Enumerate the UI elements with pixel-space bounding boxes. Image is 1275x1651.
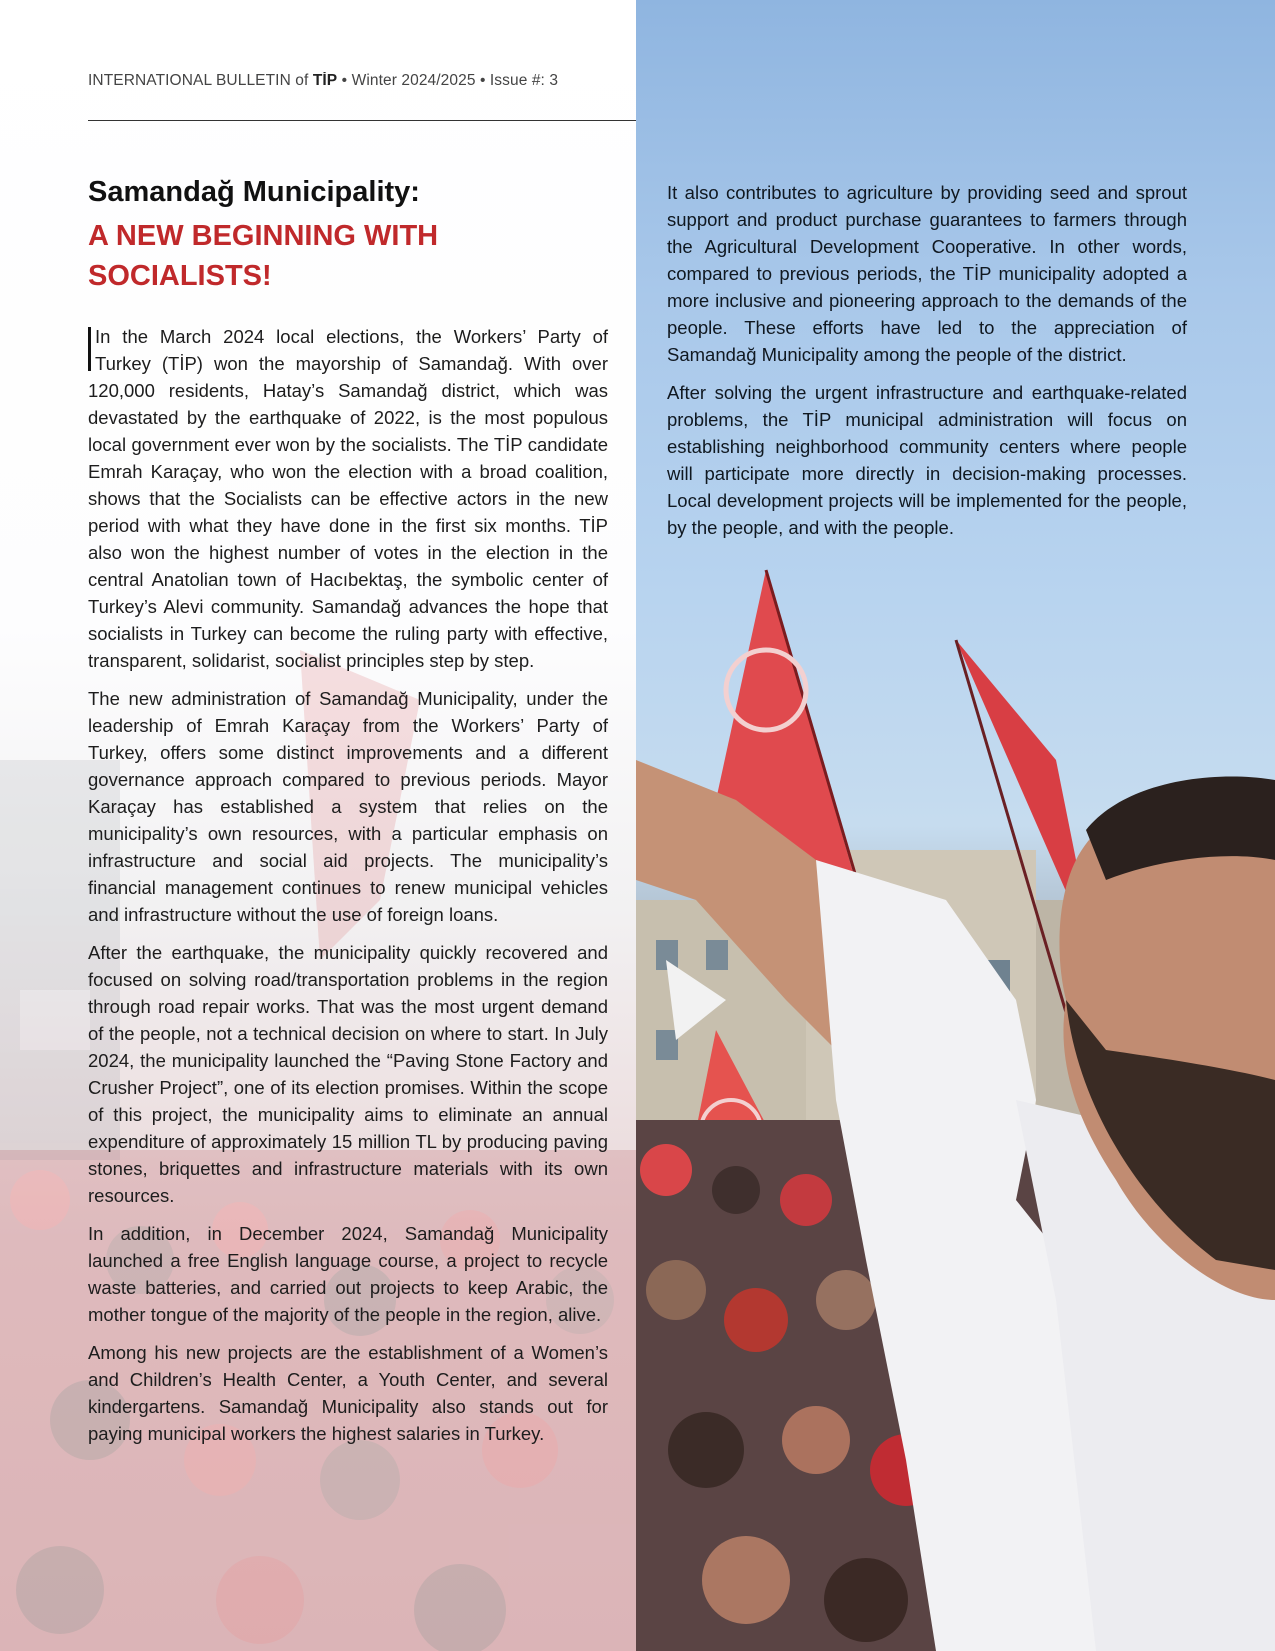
running-header bbox=[88, 72, 636, 94]
header-rule bbox=[88, 120, 636, 121]
header-party: TİP bbox=[312, 72, 338, 89]
right-column bbox=[667, 179, 1187, 552]
paragraph: After the earthquake, the municipality quickly recovered and focused on solving road/transportation problems in the region through road repair works. That was the most urgent demand of the people, not a technical decision on where to start. In July 2024, the municipality launched the “Paving Stone Factory and Crusher Project”, one of its election promises. Within the scope of this project, the municipality aims to eliminate an annual expenditure of approximately 15 million TL by producing paving stones, briquettes and infrastructure materials with its own resources. bbox=[88, 942, 608, 1206]
article-subtitle: A NEW BEGINNING WITH SOCIALISTS! bbox=[88, 220, 439, 292]
paragraph: The new administration of Samandağ Municipality, under the leadership of Emrah Karaçay from the Workers’ Party of Turkey, offers some distinct improvements and a different governance approach compared to previous periods. Mayor Karaçay has established a system that relies on the municipality’s own resources, with a particular emphasis on infrastructure and social aid projects. The municipality’s financial management continues to renew municipal vehicles and infrastructure without the use of foreign loans. bbox=[88, 688, 608, 925]
left-column bbox=[88, 323, 608, 1458]
paragraph: After solving the urgent infrastructure and earthquake-related problems, the TİP municipal administration will focus on establishing neighborhood community centers where people will participate more directly in decision-making processes. Local development projects will be implemented for the people, by the people, and with the people. bbox=[667, 382, 1187, 538]
paragraph: It also contributes to agriculture by providing seed and sprout support and product purchase guarantees to farmers through the Agricultural Development Cooperative. In other words, compared to previous periods, the TİP municipality adopted a more inclusive and pioneering approach to the demands of the people. These efforts have led to the appreciation of Samandağ Municipality among the people of the district. bbox=[667, 182, 1187, 365]
drop-cap-bar bbox=[88, 327, 91, 371]
header-suffix: • Winter 2024/2025 • Issue #: 3 bbox=[337, 72, 559, 89]
article-title: Samandağ Municipality: bbox=[88, 176, 420, 208]
paragraph: In addition, in December 2024, Samandağ Municipality launched a free English language course, a project to recycle waste batteries, and carried out projects to keep Arabic, the mother tongue of the majority of the people in the region, alive. bbox=[88, 1223, 608, 1325]
paragraph: In the March 2024 local elections, the Workers’ Party of Turkey (TİP) won the mayorship of Samandağ. With over 120,000 residents, Hatay’s Samandağ district, which was devastated by the earthquake of 2022, is the most populous local government ever won by the socialists. The TİP candidate Emrah Karaçay, who won the election with a broad coalition, shows that the Socialists can be effective actors in the new period with what they have done in the first six months. TİP also won the highest number of votes in the election in the central Anatolian town of Hacıbektaş, the symbolic center of Turkey’s Alevi community. Samandağ advances the hope that socialists in Turkey can become the ruling party with effective, transparent, solidarist, socialist principles step by step. bbox=[88, 326, 608, 671]
header-prefix: INTERNATIONAL BULLETIN of bbox=[88, 72, 313, 89]
paragraph: Among his new projects are the establishment of a Women’s and Children’s Health Center, a Youth Center, and several kindergartens. Samandağ Municipality also stands out for paying municipal workers the highest salaries in Turkey. bbox=[88, 1342, 608, 1444]
